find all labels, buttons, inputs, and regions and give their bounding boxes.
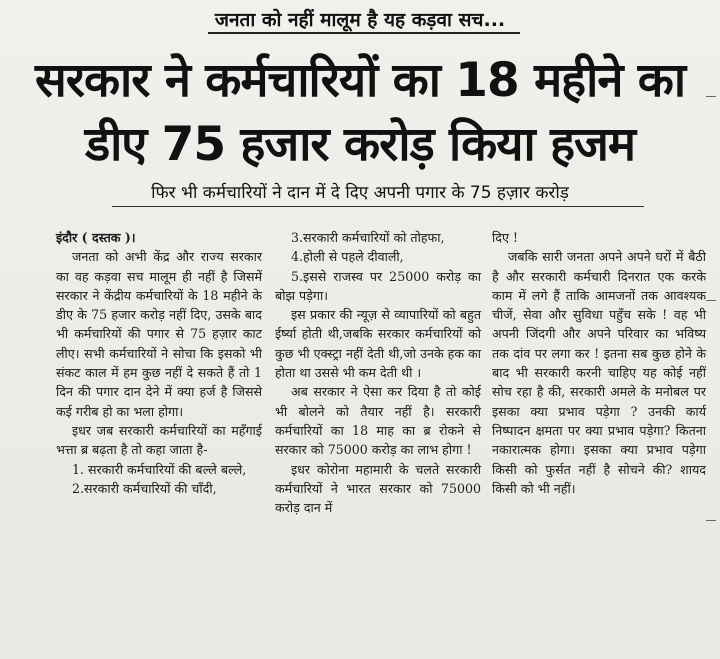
article-body xyxy=(56,228,712,654)
margin-mark xyxy=(706,520,716,521)
list-item: 2.सरकारी कर्मचारियों की चाँदी, xyxy=(72,480,217,496)
margin-mark xyxy=(706,96,716,97)
headline-line-1: सरकार ने कर्मचारियों का 18 महीने का xyxy=(34,53,686,108)
paragraph: इधर कोरोना महामारी के चलते सरकारी कर्मचारियों ने भारत सरकार को 75000 करोड़ दान में xyxy=(275,461,481,516)
list-item: 1. सरकारी कर्मचारियों की बल्ले बल्ले, xyxy=(72,461,247,477)
kicker-text: जनता को नहीं मालूम है यह कड़वा सच... xyxy=(214,9,506,31)
paragraph: जबकि सारी जनता अपने अपने घरों में बैठी है और सरकारी कर्मचारी दिनरात एक करके काम में लगे हैं ताकि आमजनों तक आवश्यक चीजें, सेवा और सुविधा पहुँच सके ! वह भी अपनी जिंदगी और अपने परिवार का भविष्य तक दांव पर लगा कर ! इतना सब कुछ होने के बाद भी सरकारी करनी चाहिए यह कोई नहीं सोच रहा है की, सरकारी अमले के मनोबल पर इसका क्या प्रभाव पड़ेगा ? उनकी कार्य निष्पादन क्षमता पर क्या प्रभाव पड़ेगा? कितना नकारात्मक होगा। इसका क्या प्रभाव पड़ेगा किसी को फुर्सत नहीं है सोचने की? शायद किसी को भी नहीं। xyxy=(492,249,706,496)
dateline: इंदौर ( दस्तक )। xyxy=(56,230,136,245)
headline-line-2: डीए 75 हजार करोड़ किया हजम xyxy=(84,117,636,172)
paragraph: अब सरकार ने ऐसा कर दिया है तो कोई भी बोलने को तैयार नहीं है। सरकारी कर्मचारियों का 18 माह का ब्र रोकने से सरकार को 75000 करोड़ का लाभ होगा ! xyxy=(275,384,481,458)
article-column-1 xyxy=(56,228,262,498)
margin-mark xyxy=(706,300,716,301)
article-column-3 xyxy=(492,228,706,498)
article-column-2 xyxy=(275,228,481,517)
kicker-underline xyxy=(208,32,520,34)
list-item: 3.सरकारी कर्मचारियों को तोहफा, xyxy=(291,230,445,245)
paragraph: जनता को अभी केंद्र और राज्य सरकार का वह कड़वा सच मालूम ही नहीं है जिसमें सरकार ने केंद्रीय कर्मचारियों के 18 महीने के डीए के 75 हजार करोड़ नहीं दिए, उसके बाद भी कर्मचारियों की पगार से 75 हज़ार काट लीए। सभी कर्मचारियों ने सोचा कि इसको भी संकट काल में हम कुछ नहीं दे सकते हैं तो 1 दिन की पगार दान देने में क्या हर्ज है जिससे कई गरीब हो का भला होगा। xyxy=(56,249,262,419)
subheadline: फिर भी कर्मचारियों ने दान में दे दिए अपनी पगार के 75 हज़ार करोड़ xyxy=(151,183,569,203)
paragraph: इधर जब सरकारी कर्मचारियों का महँगाई भत्ता ब्र बढ़ता है तो कहा जाता है- xyxy=(56,422,262,458)
subheadline-underline xyxy=(112,206,644,207)
paragraph: इस प्रकार की न्यूज़ से व्यापारियों को बहुत ईर्ष्या होती थी,जबकि सरकार कर्मचारियों को कुछ भी एक्स्ट्रा नहीं देती थी,जो उनके हक का होता था उससे भी कम देती थी । xyxy=(275,307,481,381)
list-item: 4.होली से पहले दीवाली, xyxy=(291,249,404,265)
list-item: 5.इससे राजस्व पर 25000 करोड़ का बोझ पड़ेगा। xyxy=(275,268,481,303)
paragraph: दिए ! xyxy=(492,230,518,245)
